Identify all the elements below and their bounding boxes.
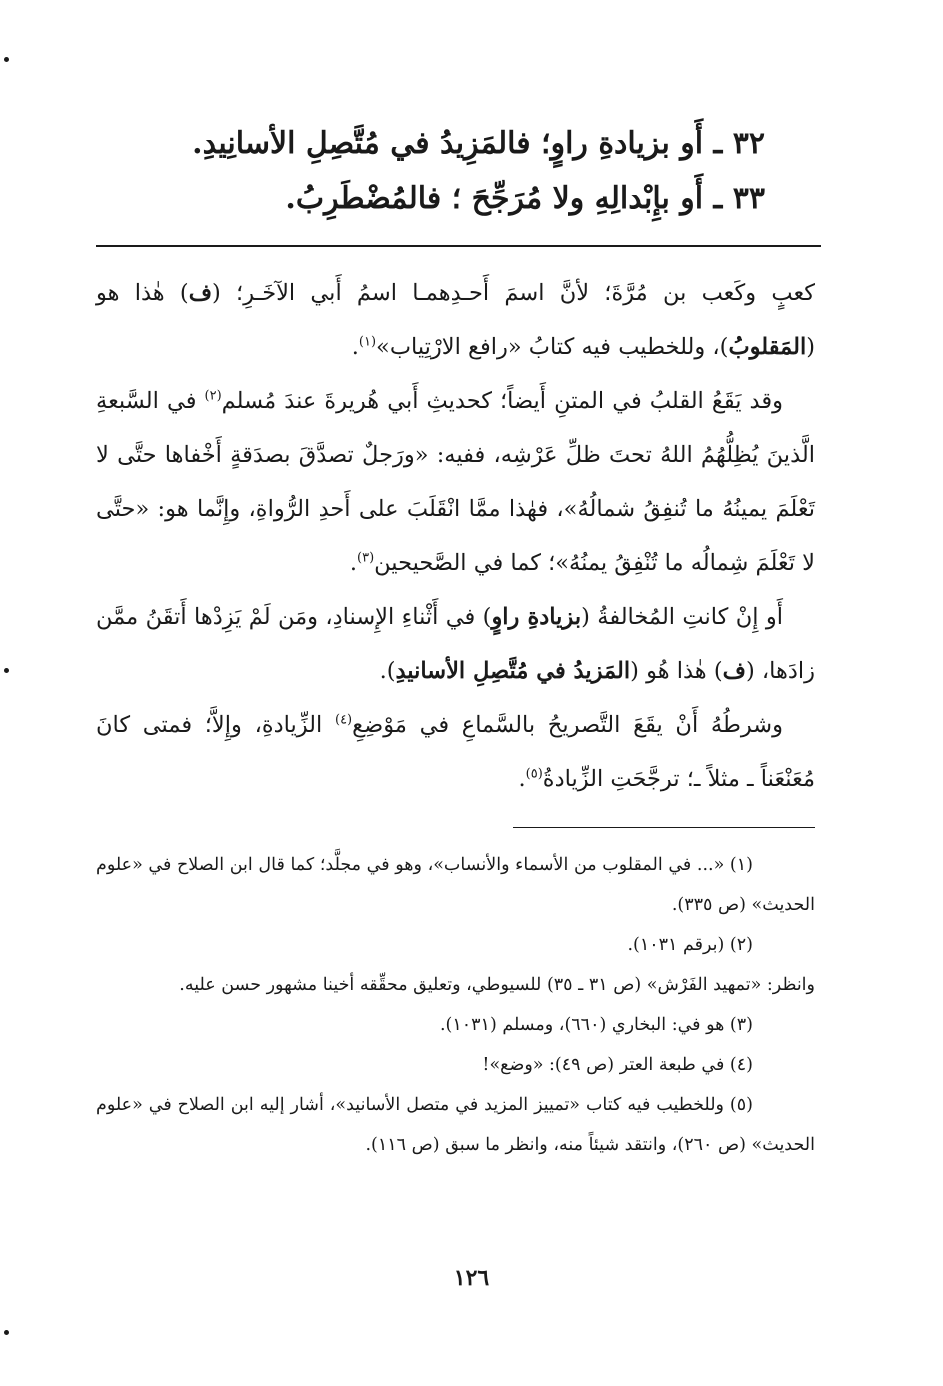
footnote-ref: (١) (358, 334, 377, 350)
paragraph: وشرطُهُ أَنْ يقَعَ التَّصريحُ بالسَّماعِ في مَوْضِعِ$^{(٤)}$ الزِّيادةِ، وإِلاَّ؛ فمتى كانَ مُعَنْعَناً ـ مثلاً ـ؛ ترجَّحَتِ الزِّيادةُ$^{(٥)}$. (96, 712, 815, 792)
header-divider (96, 245, 821, 247)
footnote-2-continued: وانظر: «تمهيد الفَرْش» (ص ٣١ ـ ٣٥) للسيوطي، وتعليق محقِّقه أخينا مشهور حسن عليه. (179, 975, 815, 995)
footnotes (96, 845, 815, 1165)
footnote-3: (٣) هو في: البخاري (٦٦٠)، ومسلم (١٠٣١). (439, 1015, 753, 1035)
page-number: ١٢٦ (453, 1265, 490, 1291)
footnote-divider (513, 827, 815, 828)
term-ziyadat-rawi: بزيادةِ راوٍ (491, 604, 582, 630)
footnote-ref: (٤) (334, 712, 353, 728)
term-mazid: المَزيدُ في مُتَّصِلِ الأسانيدِ (395, 658, 631, 684)
poem-line-32: ٣٢ ـ أَو بزيادةِ راوٍ؛ فالمَزِيدُ في مُتَّصِلِ الأسانِيدِ. (192, 126, 765, 161)
paragraph: وقد يَقَعُ القلبُ في المتنِ أَيضاً؛ كحديثِ أَبي هُريرةَ عندَ مُسلم$^{(٢)}$ في السَّبعةِ الَّذينَ يُظِلُّهُمُ اللهُ تحتَ ظلِّ عَرْشِه، ففيه: «ورَجلٌ تصدَّقَ بصدَقةٍ أَخْفاها حتَّى لا تَعْلَمَ يمينُهُ ما تُنفِقُ شمالُهُ»، فهٰذا ممَّا انْقَلَبَ على أَحدِ الرُّواةِ، وإِنَّما هو: «حتَّى لا تَعْلَمَ شِمالُه ما تُنْفِقُ يمنُهُ»؛ كما في الصَّحيحين$^{(٣)}$. (96, 388, 815, 576)
footnote-4: (٤) في طبعة العتر (ص ٤٩): «وضع»! (482, 1055, 753, 1075)
margin-mark (4, 57, 9, 62)
footnote-ref: (٣) (357, 550, 375, 566)
footnote-ref: (٢) (204, 388, 222, 404)
footnote-ref: (٥) (525, 766, 543, 782)
margin-mark (4, 668, 9, 673)
poem-line-33: ٣٣ ـ أَو بإِبْدالِهِ ولا مُرَجِّحَ ؛ فالمُضْطَرِبُ. (285, 181, 765, 216)
footnote-2: (٢) (برقم ١٠٣١). (627, 935, 753, 955)
paragraph: أَو إِنْ كانتِ المُخالفةُ (بزيادةِ راوٍ) في أَثْناءِ الإِسنادِ، ومَن لَمْ يَزِدْها أَتقَنُ ممَّن زادَها، (ف) هٰذا هُو (المَزيدُ في مُتَّصِلِ الأسانيدِ). (96, 604, 815, 684)
commentary-body (96, 266, 815, 806)
paragraph: كعبٍ وكَعب بن مُرَّةَ؛ لأنَّ اسمَ أَحـدِهمـا اسمُ أَبي الآخَـرِ؛ (ف) هٰذا هو (المَقلوبُ)، وللخطيب فيه كتابُ «رافع الارْتِياب»$^{(١)}$. (96, 280, 816, 360)
term-maqlub: المَقلوبُ (728, 334, 807, 360)
footnote-1: (١) «... في المقلوب من الأسماء والأنساب»، وهو في مجلَّد؛ كما قال ابن الصلاح في «علوم الحديث» (ص ٣٣٥). (96, 855, 815, 915)
margin-mark (4, 1330, 9, 1335)
footnote-5: (٥) وللخطيب فيه كتاب «تمييز المزيد في متصل الأسانيد»، أشار إليه ابن الصلاح في «علوم الحديث» (ص ٢٦٠)، وانتقد شيئاً منه، وانظر ما سبق (ص ١١٦). (96, 1095, 815, 1155)
